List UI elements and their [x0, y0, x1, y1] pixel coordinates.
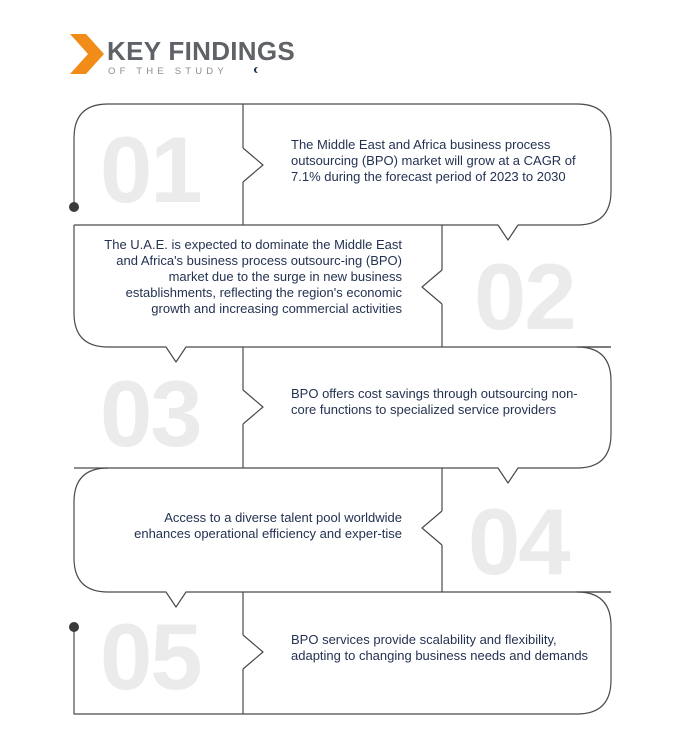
finding-text-03: BPO offers cost savings through outsourcing non-core functions to specialized service providers: [291, 386, 578, 417]
finding-number-03: 03: [100, 361, 201, 466]
finding-text-04: Access to a diverse talent pool worldwide enhances operational efficiency and exper-tise: [134, 510, 402, 541]
page-subtitle: OF THE STUDY: [108, 66, 228, 77]
finding-text-05: BPO services provide scalability and flexibility, adapting to changing business needs and demands: [291, 632, 589, 663]
finding-text-02: The U.A.E. is expected to dominate the Middle East and Africa's business process outsourc-ing (BPO) market due to the surge in new business establishments, reflecting the region's economic growth and increasing commercial activities: [104, 237, 402, 316]
crescent-icon: [254, 67, 260, 73]
finding-number-02: 02: [474, 244, 575, 349]
finding-number-05: 05: [100, 604, 201, 709]
finding-number-04: 04: [468, 489, 569, 594]
finding-text-01: The Middle East and Africa business process outsourcing (BPO) market will grow at a CAGR of 7.1% during the forecast period of 2023 to 2030: [291, 137, 576, 184]
page-title: KEY FINDINGS: [107, 36, 296, 66]
header: [70, 34, 370, 84]
chevron-logo-icon: [70, 34, 104, 74]
finding-number-01: 01: [100, 117, 201, 222]
